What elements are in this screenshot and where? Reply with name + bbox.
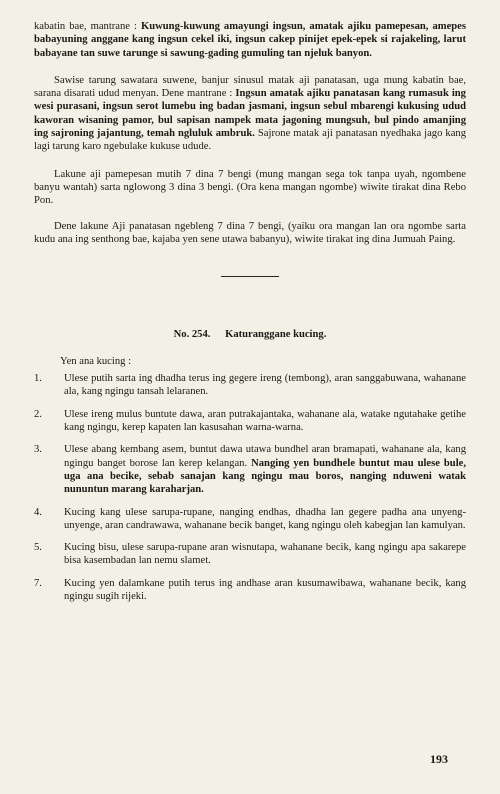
list-item: 5. Kucing bisu, ulese sarupa-rupane aran wisnutapa, wahanane becik, kang ngingu apa sakarepe bisa kasembadan lan nemu slamet. — [34, 542, 466, 567]
paragraph-laku-pamepesan: Lakune aji pamepesan mutih 7 dina 7 bengi (mung mangan sega tok tanpa uyah, ngombene banyu wantah) sarta nglowong 3 dina 3 bengi. (Ora kena mangan ngombe) wiwite tirakat dina Rebo Pon. — [34, 168, 466, 207]
list-item: 1. Ulese putih sarta ing dhadha terus ing gegere ireng (tembong), aran sanggabuwana, wahanane ala, kang ngingu tansah lelaranen. — [34, 373, 466, 398]
section-title: Katuranggane kucing. — [225, 329, 327, 341]
paragraph-panatasan: Sawise tarung sawatara suwene, banjur sinusul matak aji panatasan, uga mung kabatin bae, sarana disarati udud menyan. Dene mantrane : Ingsun amatak ajiku panatasan kang rumasuk ing wesi purasani, ingsun serot lumebu ing badan jasmani, ingsun sebul mbarengi kukusing udud kaworan wisaning pamor, bul sapisan nampek mata jagoning mungsuh, bul pindo amanjing ing sajroning jajantung, temah ngluluk ambruk. Sajrone matak aji panatasan nyedhaka jago kang lagi tarung karo ngebulake kukuse udude. — [34, 74, 466, 153]
list-item: 2. Ulese ireng mulus buntute dawa, aran putrakajantaka, wahanane ala, watake ngutahake getihe kang ngingu, kerep kapaten lan kasusahan warna-warna. — [34, 408, 466, 434]
section-heading — [34, 329, 466, 340]
numbered-list — [34, 372, 466, 603]
list-item: 4. Kucing kang ulese sarupa-rupane, nanging endhas, dhadha lan gegere padha ana unyeng-unyenge, aran candrawawa, wahanane becik banget, kang ngingu oleh kabegjan lan kamulyan. — [34, 506, 466, 531]
mantra-pamepesan-bold: Kuwung-kuwung amayungi ingsun, amatak ajiku pamepesan, amepes babayuning anggane kang ingsun cekel iki, ingsun cakep pinijet epek-epek si rajakeling, larut babayane tan suwe tarunge si sawung-gading gumuling tan njeluk banyon. — [34, 21, 466, 59]
list-item: 7. Kucing yen dalamkane putih terus ing andhase aran kusumawibawa, wahanane becik, kang ngingu sugih rijeki. — [34, 577, 466, 603]
list-intro: Yen ana kucing : — [60, 356, 132, 368]
list-item: 3. Ulese abang kembang asem, buntut dawa utawa bundhel aran bramapati, wahanane ala, kang ngingu banget borose lan kerep kelangan. Nanging yen bundhele buntut mau ulese bule, uga ana becike, sebab sanajan kang ngingu mau boros, nanging nduweni watak nununtun marang karaharjan. — [34, 444, 466, 496]
paragraph-laku-panatasan: Dene lakune Aji panatasan ngebleng 7 dina 7 bengi, (yaiku ora mangan lan ora ngombe sarta kudu ana ing senthong bae, kajaba yen sene utawa babanyu), wiwite tirakat ing dina Jumuah Paing. — [34, 220, 466, 245]
page-number: 193 — [430, 752, 448, 766]
mantra-panatasan-bold: Ingsun amatak ajiku panatasan kang rumasuk ing wesi purasani, ingsun serot lumebu ing badan jasmani, ingsun sebul mbarengi kukusing udud kaworan wisaning pamor, bul sapisan nampek mata jagoning mungsuh, bul pindo amanjing ing sajroning jajantung, temah ngluluk ambruk. — [34, 88, 466, 140]
paragraph-mantra-pamepesan: kabatin bae, mantrane : Kuwung-kuwung amayungi ingsun, amatak ajiku pamepesan, amepes babayuning anggane kang ingsun cekel iki, ingsun cakep pinijet epek-epek si rajakeling, larut babayane tan suwe tarunge si sawung-gading gumuling tan njeluk banyon. — [34, 21, 466, 59]
section-divider — [221, 276, 279, 277]
section-number: No. 254. — [173, 329, 211, 341]
